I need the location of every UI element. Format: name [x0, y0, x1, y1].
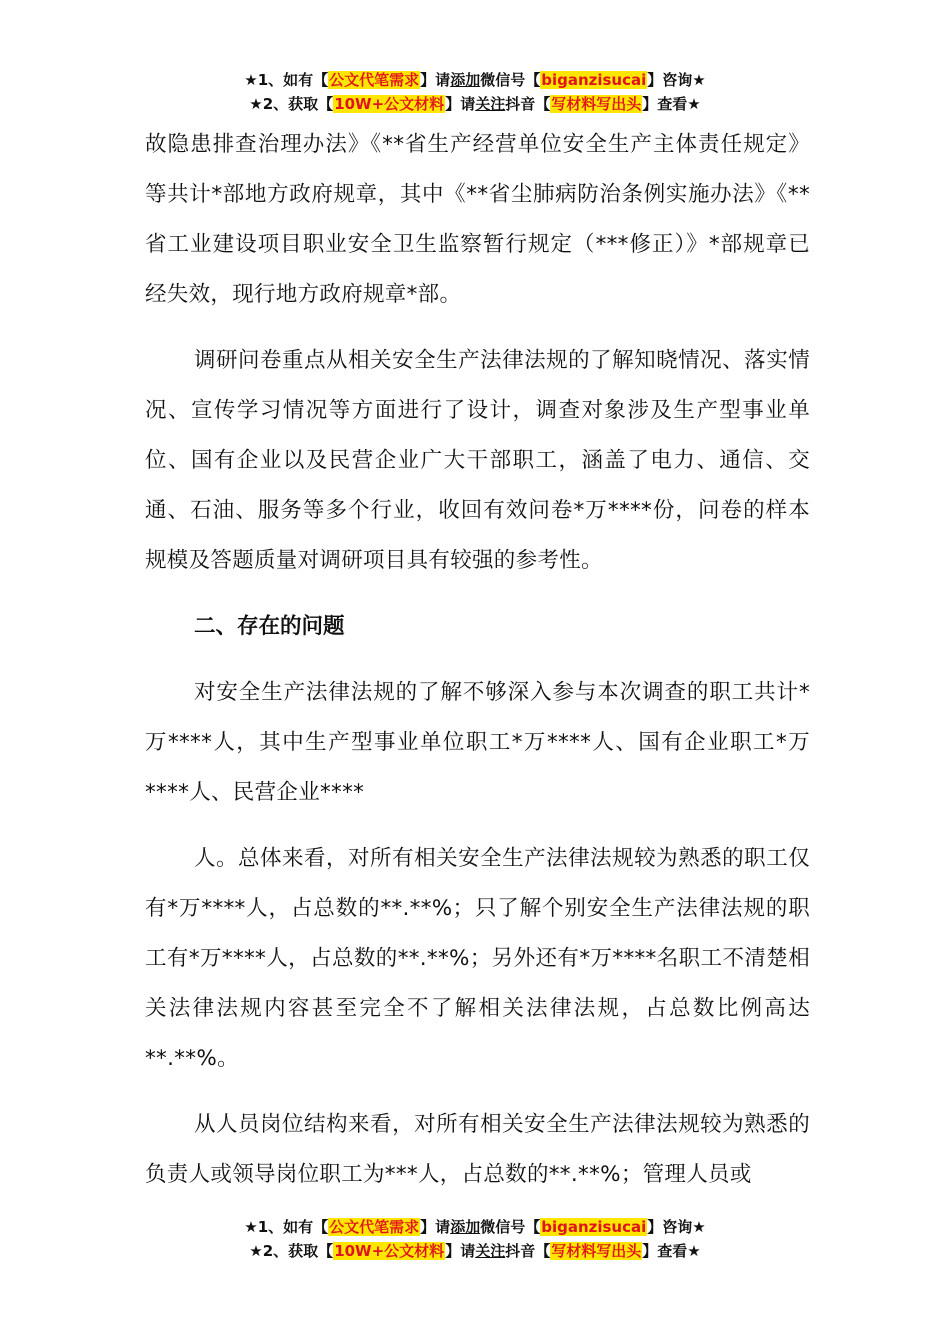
promo-text: 微信号【: [480, 71, 541, 89]
promo-text: 】咨询★: [647, 71, 706, 89]
promo-highlight: biganzisucai: [541, 1218, 647, 1236]
promo-highlight: 公文代笔需求: [329, 71, 420, 89]
promo-text: ★1、如有【: [244, 1218, 329, 1236]
promo-highlight: 公文代笔需求: [329, 1218, 420, 1236]
promo-highlight: 10W+公文材料: [334, 1242, 445, 1260]
promo-underlined: 关注: [475, 1242, 506, 1260]
paragraph-position-structure: 从人员岗位结构来看，对所有相关安全生产法律法规较为熟悉的负责人或领导岗位职工为***人，占总数的**.**%；管理人员或: [145, 1112, 810, 1187]
promo-text: 】请: [420, 71, 451, 89]
paragraph-overall-findings: 人。总体来看，对所有相关安全生产法律法规较为熟悉的职工仅有*万****人，占总数的**.**%；只了解个别安全生产法律法规的职工有*万****人，占总数的**.**%；另外还有*万****名职工不清楚相关法律法规内容甚至完全不了解相关法律法规，占总数比例高达**.**%。: [145, 846, 810, 1071]
promo-text: 微信号【: [480, 1218, 541, 1236]
promo-text: 抖音【: [505, 95, 551, 113]
promo-line-2: [0, 1239, 950, 1263]
section-heading: 二、存在的问题: [194, 614, 345, 639]
promo-highlight: 10W+公文材料: [334, 95, 445, 113]
paragraph-survey-design: 调研问卷重点从相关安全生产法律法规的了解知晓情况、落实情况、宣传学习情况等方面进行了设计，调查对象涉及生产型事业单位、国有企业以及民营企业广大干部职工，涵盖了电力、通信、交通、石油、服务等多个行业，收回有效问卷*万****份，问卷的样本规模及答题质量对调研项目具有较强的参考性。: [145, 348, 810, 573]
promo-text: ★2、获取【: [249, 95, 334, 113]
promo-line-2: [0, 92, 950, 116]
promo-text: 】请: [420, 1218, 451, 1236]
promo-underlined: 添加: [450, 71, 481, 89]
paragraph-regulations: 故隐患排查治理办法》《**省生产经营单位安全生产主体责任规定》等共计*部地方政府规章，其中《**省尘肺病防治条例实施办法》《**省工业建设项目职业安全卫生监察暂行规定（***修正）》*部规章已经失效，现行地方政府规章*部。: [145, 132, 810, 307]
promo-text: 】咨询★: [647, 1218, 706, 1236]
promo-text: 抖音【: [505, 1242, 551, 1260]
promo-underlined: 添加: [450, 1218, 481, 1236]
promo-text: ★2、获取【: [249, 1242, 334, 1260]
promo-text: ★1、如有【: [244, 71, 329, 89]
promo-text: 】查看★: [642, 95, 701, 113]
promo-highlight: 写材料写出头: [551, 1242, 642, 1260]
promo-highlight: 写材料写出头: [551, 95, 642, 113]
promo-text: 】请: [445, 1242, 476, 1260]
promo-line-1: [0, 1215, 950, 1239]
promo-footer: [0, 1215, 950, 1263]
promo-text: 】请: [445, 95, 476, 113]
paragraph-survey-participants: 对安全生产法律法规的了解不够深入参与本次调查的职工共计*万****人，其中生产型事业单位职工*万****人、国有企业职工*万****人、民营企业****: [145, 680, 810, 805]
promo-underlined: 关注: [475, 95, 506, 113]
promo-header: [0, 68, 950, 116]
promo-highlight: biganzisucai: [541, 71, 647, 89]
document-body: [145, 120, 810, 1216]
promo-text: 】查看★: [642, 1242, 701, 1260]
promo-line-1: [0, 68, 950, 92]
